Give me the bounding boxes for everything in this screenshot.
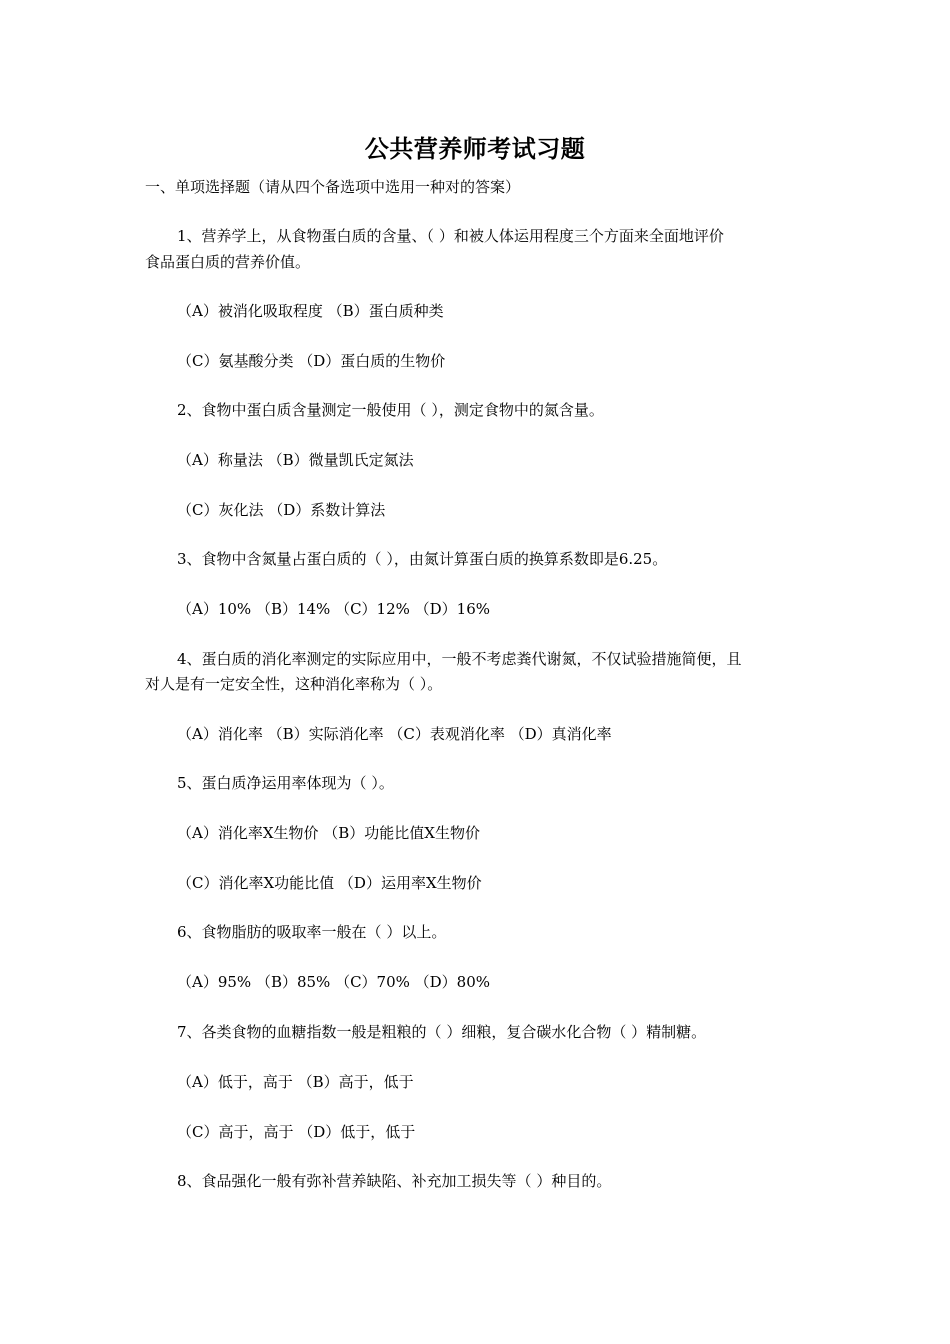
question-2-options-ab: （A）称量法 （B）微量凯氏定氮法: [177, 451, 414, 469]
question-1-line-2: 食品蛋白质的营养价值。: [145, 253, 311, 271]
question-1-line-1: 1、营养学上，从食物蛋白质的含量、（ ）和被人体运用程度三个方面来全面地评价: [177, 227, 724, 245]
question-5-options-cd: （C）消化率Ⅹ功能比值 （D）运用率Ⅹ生物价: [177, 874, 482, 892]
question-8: 8、食品强化一般有弥补营养缺陷、补充加工损失等（ ）种目的。: [177, 1172, 612, 1190]
question-3-options: （A）10% （B）14% （C）12% （D）16%: [177, 600, 491, 618]
section-heading: 一、单项选择题（请从四个备选项中选用一种对的答案）: [145, 178, 521, 196]
question-4-line-2: 对人是有一定安全性，这种消化率称为（ ）。: [145, 675, 443, 693]
question-7: 7、各类食物的血糖指数一般是粗粮的（ ）细粮，复合碳水化合物（ ）精制糖。: [177, 1023, 707, 1041]
question-7-options-cd: （C）高于，高于 （D）低于，低于: [177, 1123, 416, 1141]
question-2-options-cd: （C）灰化法 （D）系数计算法: [177, 501, 386, 519]
question-4-options: （A）消化率 （B）实际消化率 （C）表观消化率 （D）真消化率: [177, 725, 612, 743]
question-2: 2、食物中蛋白质含量测定一般使用（ ），测定食物中的氮含量。: [177, 401, 604, 419]
question-1-options-cd: （C）氨基酸分类 （D）蛋白质的生物价: [177, 352, 446, 370]
question-3: 3、食物中含氮量占蛋白质的（ ），由氮计算蛋白质的换算系数即是6.25。: [177, 550, 668, 568]
question-1-options-ab: （A）被消化吸取程度 （B）蛋白质种类: [177, 302, 444, 320]
question-6: 6、食物脂肪的吸取率一般在（ ）以上。: [177, 923, 447, 941]
question-7-options-ab: （A）低于，高于 （B）高于，低于: [177, 1073, 414, 1091]
document-title: 公共营养师考试习题: [364, 134, 586, 163]
question-5-options-ab: （A）消化率Ⅹ生物价 （B）功能比值Ⅹ生物价: [177, 824, 480, 842]
question-5: 5、蛋白质净运用率体现为（ ）。: [177, 774, 394, 792]
question-4-line-1: 4、蛋白质的消化率测定的实际应用中，一般不考虑粪代谢氮，不仅试验措施简便，且: [177, 650, 742, 668]
question-6-options: （A）95% （B）85% （C）70% （D）80%: [177, 973, 491, 991]
